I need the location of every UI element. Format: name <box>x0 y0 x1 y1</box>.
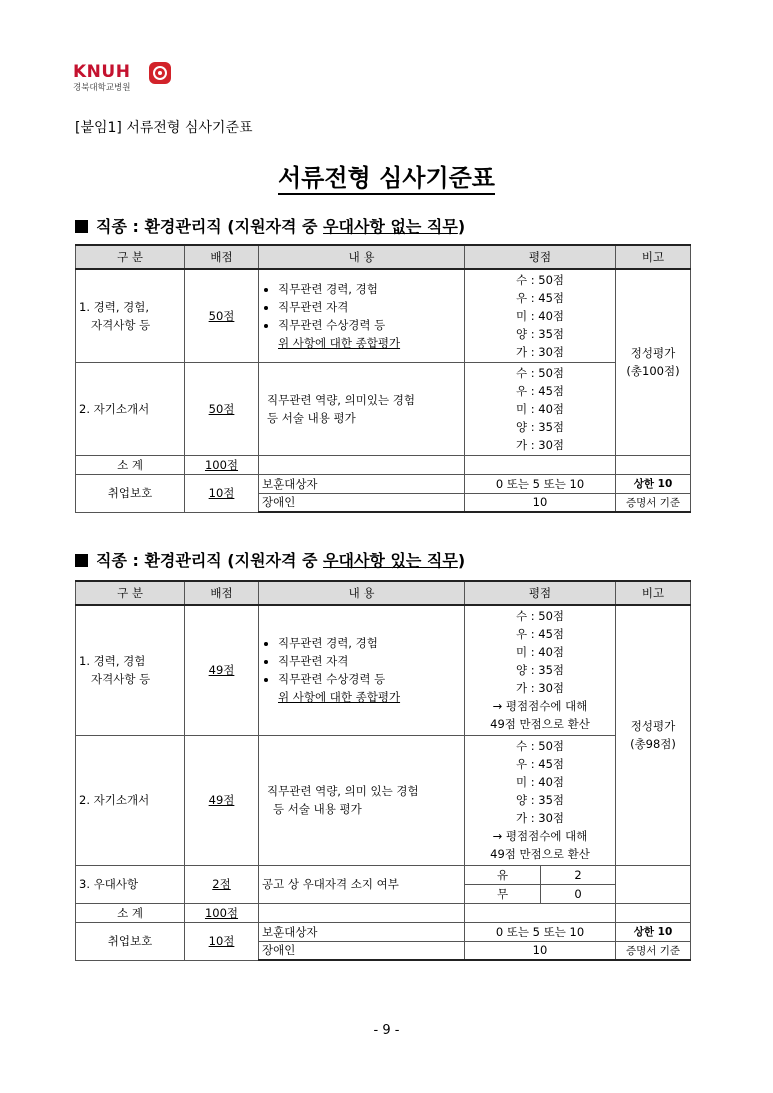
intro-content-line2: 등 서술 내용 평가 <box>267 410 356 425</box>
preference-category: 3. 우대사항 <box>76 865 185 903</box>
intro-category: 2. 자기소개서 <box>76 362 185 455</box>
list-item: • 직무관련 자격 <box>278 298 461 316</box>
logo-brand: KNUH <box>73 62 131 82</box>
career-category-line2: 자격사항 등 <box>91 317 151 332</box>
career-category <box>76 269 185 362</box>
header-rating: 평점 <box>465 581 616 605</box>
disabled-rating: 10 <box>465 941 616 960</box>
preference-score: 2점 <box>185 865 259 903</box>
section1-heading <box>75 214 465 237</box>
page-number: - 9 - <box>373 1023 400 1038</box>
header-content: 내 용 <box>259 581 465 605</box>
list-item: • 직무관련 수상경력 등 <box>278 316 461 334</box>
section2-heading <box>75 548 465 571</box>
career-summary: 위 사항에 대한 종합평가 <box>278 335 401 350</box>
career-content <box>259 605 465 735</box>
rating-line: 양 : 35점 <box>515 793 565 807</box>
conversion-line: 49점 만점으로 환산 <box>490 717 590 732</box>
empty-cell <box>616 455 691 474</box>
header-category: 구 분 <box>76 245 185 269</box>
note-line2: (총98점) <box>630 737 676 752</box>
veteran-label: 보훈대상자 <box>259 474 465 493</box>
rating-line: 미 : 40점 <box>515 401 565 416</box>
intro-ratings <box>465 735 616 865</box>
subtotal-score: 100점 <box>185 455 259 474</box>
criteria-table-1 <box>75 244 691 513</box>
header-rating: 평점 <box>465 245 616 269</box>
protection-basis: 증명서 기준 <box>616 493 691 512</box>
header-note: 비고 <box>616 581 691 605</box>
career-ratings <box>465 269 616 362</box>
header-content: 내 용 <box>259 245 465 269</box>
preference-no-label: 무 <box>465 884 541 903</box>
criteria-table-2 <box>75 580 691 961</box>
list-item: • 직무관련 경력, 경험 <box>278 280 461 298</box>
rating-line: 가 : 30점 <box>515 811 565 825</box>
rating-line: 우 : 45점 <box>515 383 565 398</box>
intro-ratings <box>465 362 616 455</box>
rating-line: 수 : 50점 <box>515 272 565 287</box>
square-bullet-icon <box>75 554 88 567</box>
veteran-rating: 0 또는 5 또는 10 <box>465 922 616 941</box>
preference-no-value: 0 <box>541 884 616 903</box>
conversion-line: 49점 만점으로 환산 <box>490 847 590 861</box>
protection-label: 취업보호 <box>76 474 185 512</box>
empty-cell <box>616 865 691 903</box>
career-category-line1: 1. 경력, 경험 <box>79 654 146 669</box>
career-summary: 위 사항에 대한 종합평가 <box>278 690 401 705</box>
preference-content: 공고 상 우대자격 소지 여부 <box>259 865 465 903</box>
section2-suffix: ) <box>457 551 466 570</box>
section1-emphasis: 우대사항 없는 직무 <box>323 217 458 236</box>
disabled-label: 장애인 <box>259 493 465 512</box>
rating-line: 미 : 40점 <box>515 308 565 323</box>
note-line1: 정성평가 <box>630 346 676 361</box>
intro-content <box>259 362 465 455</box>
square-bullet-icon <box>75 220 88 233</box>
disabled-label: 장애인 <box>259 941 465 960</box>
career-category <box>76 605 185 735</box>
rating-line: 우 : 45점 <box>515 757 565 771</box>
empty-cell <box>616 903 691 922</box>
rating-line: 가 : 30점 <box>515 437 565 452</box>
header-score: 배점 <box>185 245 259 269</box>
protection-cap: 상한 10 <box>616 922 691 941</box>
section2-prefix: 직종 : 환경관리직 (지원자격 중 <box>96 551 324 570</box>
section1-suffix: ) <box>457 217 466 236</box>
rating-line: 미 : 40점 <box>515 645 565 660</box>
attachment-label: [붙임1] 서류전형 심사기준표 <box>75 120 253 136</box>
conversion-line: → 평점점수에 대해 <box>492 829 588 843</box>
list-item: • 직무관련 자격 <box>278 652 461 670</box>
protection-label: 취업보호 <box>76 922 185 960</box>
intro-content-line1: 직무관련 역량, 의미있는 경험 <box>267 392 415 407</box>
intro-category: 2. 자기소개서 <box>76 735 185 865</box>
header-note: 비고 <box>616 245 691 269</box>
subtotal-label: 소 계 <box>76 903 185 922</box>
protection-basis: 증명서 기준 <box>616 941 691 960</box>
rating-line: 우 : 45점 <box>515 627 565 642</box>
rating-line: 가 : 30점 <box>515 344 565 359</box>
rating-line: 양 : 35점 <box>515 326 565 341</box>
career-content <box>259 269 465 362</box>
empty-cell <box>465 903 616 922</box>
empty-cell <box>465 455 616 474</box>
career-score: 49점 <box>185 605 259 735</box>
disabled-rating: 10 <box>465 493 616 512</box>
page-title <box>0 158 773 193</box>
veteran-label: 보훈대상자 <box>259 922 465 941</box>
subtotal-score: 100점 <box>185 903 259 922</box>
protection-score: 10점 <box>185 474 259 512</box>
protection-cap: 상한 10 <box>616 474 691 493</box>
intro-score: 49점 <box>185 735 259 865</box>
career-category-line1: 1. 경력, 경험, <box>79 299 150 314</box>
note-line1: 정성평가 <box>630 719 676 734</box>
career-score: 50점 <box>185 269 259 362</box>
section1-prefix: 직종 : 환경관리직 (지원자격 중 <box>96 217 324 236</box>
rating-line: 양 : 35점 <box>515 663 565 678</box>
rating-line: 양 : 35점 <box>515 419 565 434</box>
intro-content-line2: 등 서술 내용 평가 <box>273 802 362 816</box>
rating-line: 수 : 50점 <box>515 365 565 380</box>
rating-line: 수 : 50점 <box>515 739 565 753</box>
intro-score: 50점 <box>185 362 259 455</box>
section2-emphasis: 우대사항 있는 직무 <box>323 551 458 570</box>
qualitative-note <box>616 605 691 865</box>
rating-line: 가 : 30점 <box>515 681 565 696</box>
list-item: • 직무관련 경력, 경험 <box>278 634 461 652</box>
qualitative-note <box>616 269 691 455</box>
preference-yes-value: 2 <box>541 865 616 884</box>
preference-yes-label: 유 <box>465 865 541 884</box>
hospital-emblem-icon <box>149 62 171 84</box>
page-title-text: 서류전형 심사기준표 <box>278 164 495 195</box>
career-category-line2: 자격사항 등 <box>91 672 151 687</box>
protection-score: 10점 <box>185 922 259 960</box>
veteran-rating: 0 또는 5 또는 10 <box>465 474 616 493</box>
intro-content <box>259 735 465 865</box>
header-category: 구 분 <box>76 581 185 605</box>
intro-content-line1: 직무관련 역량, 의미 있는 경험 <box>267 784 419 798</box>
list-item: • 직무관련 수상경력 등 <box>278 670 461 688</box>
subtotal-label: 소 계 <box>76 455 185 474</box>
hospital-logo <box>73 62 173 94</box>
career-ratings <box>465 605 616 735</box>
header-score: 배점 <box>185 581 259 605</box>
rating-line: 우 : 45점 <box>515 290 565 305</box>
empty-cell <box>259 903 465 922</box>
conversion-line: → 평점점수에 대해 <box>492 699 588 714</box>
empty-cell <box>259 455 465 474</box>
rating-line: 미 : 40점 <box>515 775 565 789</box>
rating-line: 수 : 50점 <box>515 609 565 624</box>
logo-hospital-name: 경북대학교병원 <box>73 83 131 93</box>
note-line2: (총100점) <box>626 364 680 379</box>
